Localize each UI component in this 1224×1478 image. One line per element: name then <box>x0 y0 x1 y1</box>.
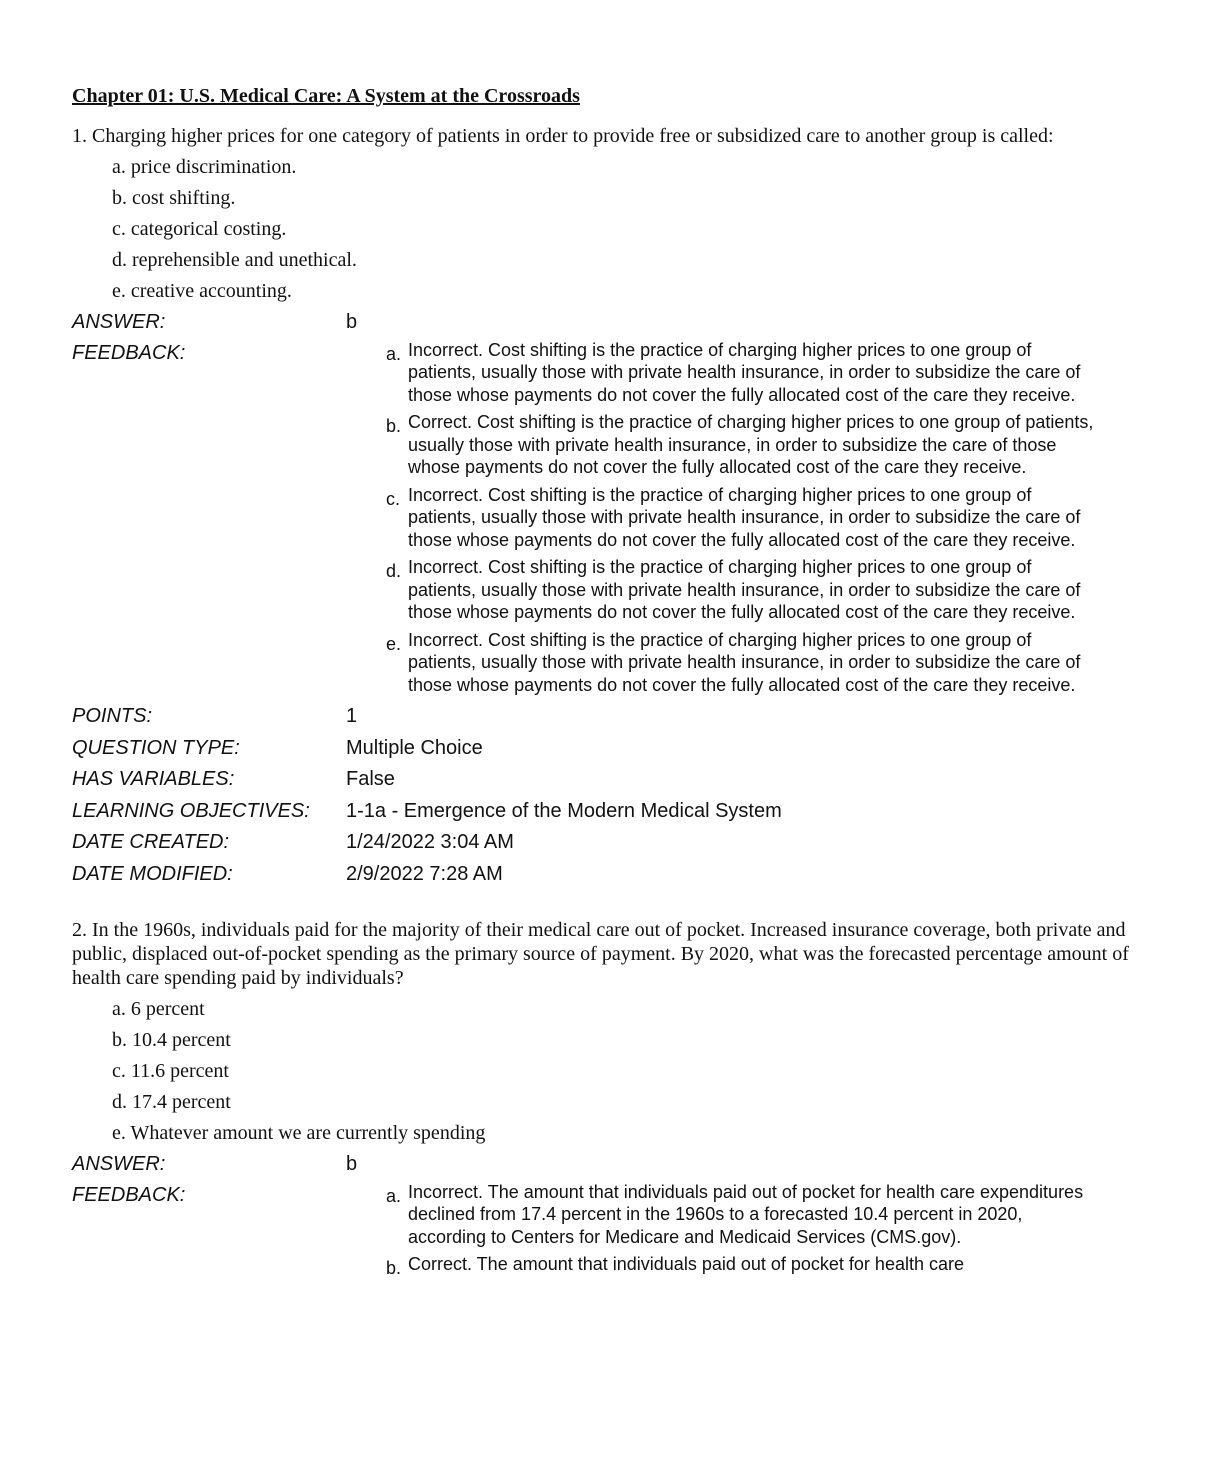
feedback-list <box>346 1181 1096 1285</box>
choice-d: d. 17.4 percent <box>112 1091 231 1113</box>
choice-c: c. categorical costing. <box>112 218 287 240</box>
feedback-label: FEEDBACK: <box>72 341 186 364</box>
feedback-text: Incorrect. Cost shifting is the practice of charging higher prices to one group of patients, usually those with private health insurance, in order to subsidize the care of those whose payments do not cover the fully allocated cost of the care they receive. <box>408 339 1081 405</box>
question-stem: 1. Charging higher prices for one category of patients in order to provide free or subsidized care to another group is called: <box>72 125 1054 147</box>
date-created-row <box>72 827 1152 859</box>
learning-objectives-value: 1-1a - Emergence of the Modern Medical System <box>346 799 782 822</box>
choice-a: a. 6 percent <box>112 998 205 1020</box>
feedback-text: Incorrect. Cost shifting is the practice of charging higher prices to one group of patients, usually those with private health insurance, in order to subsidize the care of those whose payments do not cover the fully allocated cost of the care they receive. <box>408 557 1081 622</box>
question-type-value: Multiple Choice <box>346 736 483 759</box>
feedback-list <box>346 339 1096 702</box>
choice-b: b. cost shifting. <box>112 187 236 209</box>
feedback-item-a <box>386 339 1096 407</box>
answer-value: b <box>346 1153 358 1175</box>
answer-row <box>72 307 1152 339</box>
question-type-label: QUESTION TYPE: <box>72 736 240 759</box>
feedback-text: Incorrect. Cost shifting is the practice of charging higher prices to one group of patients, usually those with private health insurance, in order to subsidize the care of those whose payments do not cover the fully allocated cost of the care they receive. <box>408 484 1081 550</box>
choice-a: a. price discrimination. <box>112 156 297 178</box>
feedback-label: FEEDBACK: <box>72 1183 186 1206</box>
feedback-text: Correct. The amount that individuals paid out of pocket for health care <box>408 1254 964 1274</box>
learning-objectives-row <box>72 796 1152 828</box>
choice-d: d. reprehensible and unethical. <box>112 249 357 271</box>
has-variables-value: False <box>346 768 395 790</box>
feedback-item-b <box>386 1253 1096 1280</box>
document-page <box>72 84 1152 1313</box>
has-variables-label: HAS VARIABLES: <box>72 768 235 790</box>
choice-e: e. Whatever amount we are currently spending <box>112 1122 486 1144</box>
date-created-value: 1/24/2022 3:04 AM <box>346 831 514 853</box>
feedback-letter: e. <box>386 633 402 654</box>
points-value: 1 <box>346 705 358 727</box>
points-row <box>72 701 1152 733</box>
points-label: POINTS: <box>72 705 153 727</box>
feedback-letter: a. <box>386 343 402 364</box>
feedback-item-b <box>386 411 1096 479</box>
feedback-letter: a. <box>386 1185 402 1206</box>
feedback-item-d <box>386 556 1096 624</box>
feedback-item-e <box>386 629 1096 697</box>
answer-row <box>72 1149 1152 1181</box>
date-created-label: DATE CREATED: <box>72 831 230 853</box>
answer-value: b <box>346 311 358 333</box>
choice-b: b. 10.4 percent <box>112 1029 231 1051</box>
question-type-row <box>72 733 1152 765</box>
chapter-title: Chapter 01: U.S. Medical Care: A System at the Crossroads <box>72 85 580 107</box>
feedback-letter: d. <box>386 561 402 581</box>
question-stem: 2. In the 1960s, individuals paid for the majority of their medical care out of pocket. Increased insurance coverage, both private and public, displaced out-of-pocket spending as the primary source of payment. By 2020, what was the forecasted percentage amount of health care spending paid by individuals? <box>72 919 1129 989</box>
choice-c: c. 11.6 percent <box>112 1060 229 1082</box>
date-modified-row <box>72 859 1152 891</box>
feedback-text: Correct. Cost shifting is the practice of charging higher prices to one group of patients, usually those with private health insurance, in order to subsidize the care of those whose payments do not cover the fully allocated cost of the care they receive. <box>408 412 1094 477</box>
date-modified-label: DATE MODIFIED: <box>72 862 233 885</box>
question-2 <box>72 918 1152 1285</box>
feedback-row <box>72 339 1152 702</box>
choice-e: e. creative accounting. <box>112 280 292 302</box>
answer-label: ANSWER: <box>72 311 166 333</box>
feedback-item-c <box>386 484 1096 552</box>
feedback-item-a <box>386 1181 1096 1249</box>
answer-label: ANSWER: <box>72 1153 166 1175</box>
choice-list <box>72 994 1152 1149</box>
date-modified-value: 2/9/2022 7:28 AM <box>346 862 503 885</box>
feedback-letter: b. <box>386 416 402 436</box>
question-1 <box>72 124 1152 890</box>
has-variables-row <box>72 764 1152 796</box>
learning-objectives-label: LEARNING OBJECTIVES: <box>72 799 310 822</box>
feedback-text: Incorrect. The amount that individuals paid out of pocket for health care expenditures declined from 17.4 percent in the 1960s to a forecasted 10.4 percent in 2020, according to Centers for Medicare and Medicaid Services (CMS.gov). <box>408 1181 1084 1247</box>
feedback-letter: c. <box>386 488 401 509</box>
feedback-row <box>72 1181 1152 1285</box>
feedback-letter: b. <box>386 1258 402 1278</box>
feedback-text: Incorrect. Cost shifting is the practice of charging higher prices to one group of patients, usually those with private health insurance, in order to subsidize the care of those whose payments do not cover the fully allocated cost of the care they receive. <box>408 629 1081 695</box>
choice-list <box>72 152 1152 307</box>
